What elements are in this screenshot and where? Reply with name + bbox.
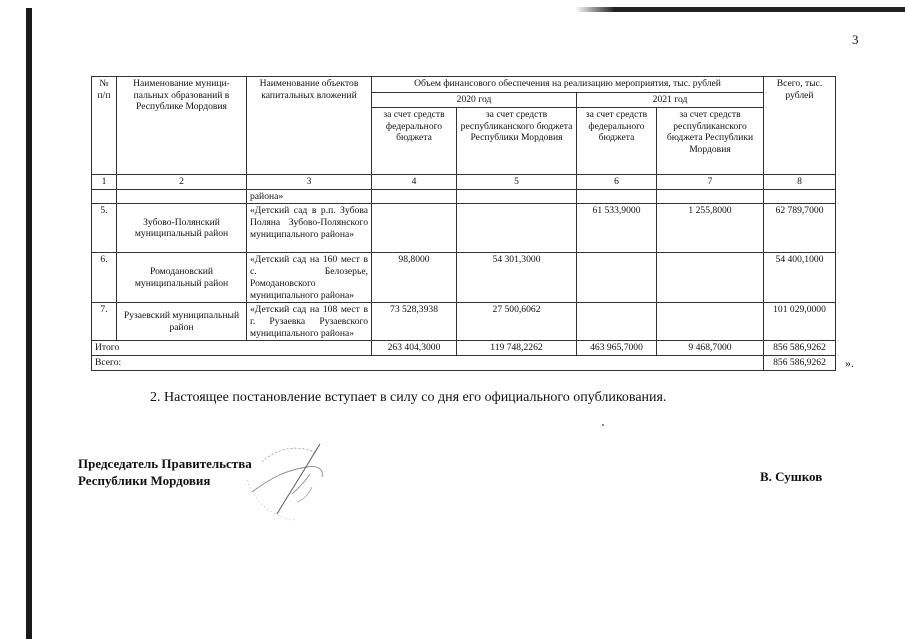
row-municipality: Рузаевский муниципальный район (117, 303, 247, 341)
table-row (92, 253, 836, 303)
colnum-8: 8 (764, 175, 836, 190)
row-federal-2020 (372, 204, 457, 253)
row-federal-2020: 98,8000 (372, 253, 457, 303)
colnum-1: 1 (92, 175, 117, 190)
colnum-7: 7 (657, 175, 764, 190)
row-republic-2020: 27 500,6062 (457, 303, 577, 341)
header-federal-2020: за счет средств федерального бюджета (372, 108, 457, 175)
header-year-2021: 2021 год (577, 93, 764, 108)
itogo-federal-2020: 263 404,3000 (372, 341, 457, 356)
itogo-label: Итого (92, 341, 372, 356)
paragraph-2: 2. Настоящее постановление вступает в силу со дня его официального опубликования. (150, 390, 667, 405)
row-num: 6. (92, 253, 117, 303)
page-number: 3 (852, 32, 859, 47)
row-num: 7. (92, 303, 117, 341)
header-objects: Наименование объектов капитальных вложений (247, 77, 372, 175)
row-federal-2021 (577, 303, 657, 341)
continuation-text: района» (247, 189, 372, 204)
colnum-4: 4 (372, 175, 457, 190)
header-year-2020: 2020 год (372, 93, 577, 108)
row-municipality: Зубово-Полянский муниципальный район (117, 204, 247, 253)
header-municipality: Наименование муници-пальных образований в Республике Мордовия (117, 77, 247, 175)
itogo-republic-2021: 9 468,7000 (657, 341, 764, 356)
signatory-name: В. Сушков (760, 469, 823, 484)
financing-table (91, 76, 836, 371)
header-federal-2021: за счет средств федерального бюджета (577, 108, 657, 175)
header-volume: Объем финансового обеспечения на реализацию мероприятия, тыс. рублей (372, 77, 764, 93)
colnum-6: 6 (577, 175, 657, 190)
row-republic-2021: 1 255,8000 (657, 204, 764, 253)
vsego-label: Всего: (92, 356, 764, 371)
continuation-row (92, 189, 836, 204)
row-object: «Детский сад в р.п. Зубова Поляна Зубово-Полянского муниципального района» (247, 204, 372, 253)
itogo-total: 856 586,9262 (764, 341, 836, 356)
row-republic-2021 (657, 303, 764, 341)
header-row-1 (92, 77, 836, 93)
scan-speck (602, 424, 604, 426)
header-republic-2021: за счет средств республиканского бюджета Республики Мордовия (657, 108, 764, 175)
row-total: 54 400,1000 (764, 253, 836, 303)
row-republic-2021 (657, 253, 764, 303)
row-object: «Детский сад на 108 мест в г. Рузаевка Рузаевского муниципального района» (247, 303, 372, 341)
handwritten-signature (232, 432, 352, 527)
row-republic-2020 (457, 204, 577, 253)
closing-quote: ». (845, 356, 854, 370)
position-line-2: Республики Мордовия (78, 473, 211, 488)
header-republic-2020: за счет средств республиканского бюджета Республики Мордовия (457, 108, 577, 175)
row-object: «Детский сад на 160 мест в с. Белозерье, Ромодановского муниципального района» (247, 253, 372, 303)
table-row (92, 303, 836, 341)
row-federal-2021: 61 533,9000 (577, 204, 657, 253)
row-municipality: Ромодановский муниципальный район (117, 253, 247, 303)
scan-edge-left (26, 8, 32, 639)
scan-edge-top (575, 7, 905, 12)
position-line-1: Председатель Правительства (78, 456, 252, 471)
header-total: Всего, тыс. рублей (764, 77, 836, 175)
colnum-3: 3 (247, 175, 372, 190)
row-num: 5. (92, 204, 117, 253)
vsego-row (92, 356, 836, 371)
row-federal-2020: 73 528,3938 (372, 303, 457, 341)
row-republic-2020: 54 301,3000 (457, 253, 577, 303)
vsego-total: 856 586,9262 (764, 356, 836, 371)
column-numbers-row (92, 175, 836, 190)
table-row (92, 204, 836, 253)
row-federal-2021 (577, 253, 657, 303)
colnum-2: 2 (117, 175, 247, 190)
itogo-republic-2020: 119 748,2262 (457, 341, 577, 356)
row-total: 101 029,0000 (764, 303, 836, 341)
row-total: 62 789,7000 (764, 204, 836, 253)
header-num: № п/п (92, 77, 117, 175)
itogo-row (92, 341, 836, 356)
signatory-position (78, 455, 252, 489)
colnum-5: 5 (457, 175, 577, 190)
itogo-federal-2021: 463 965,7000 (577, 341, 657, 356)
